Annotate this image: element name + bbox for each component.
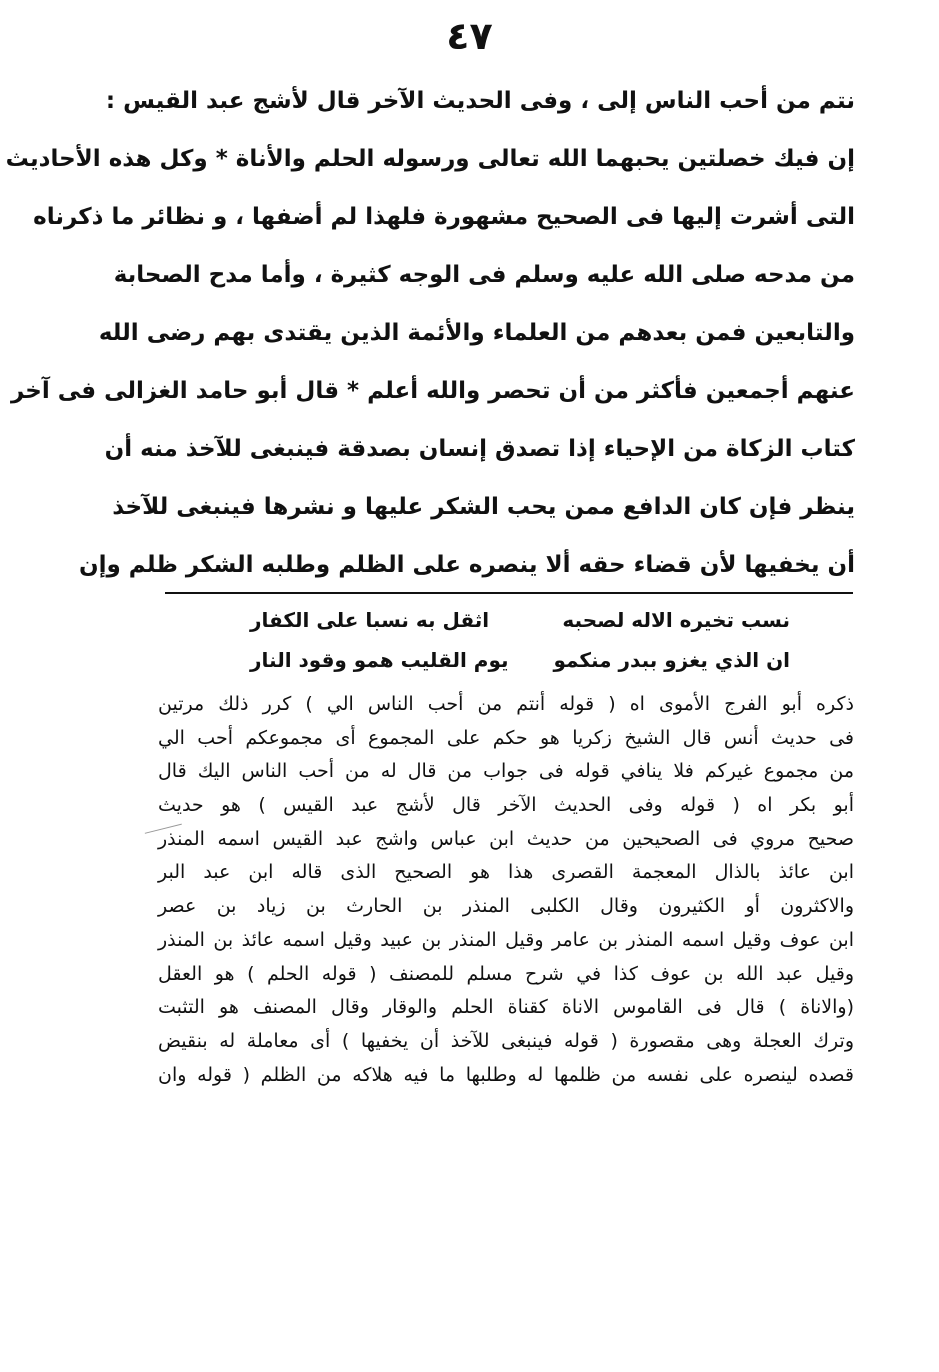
main-text-line: والتابعين فمن بعدهم من العلماء والأئمة الذين يقتدى بهم رضى الله bbox=[98, 320, 855, 346]
poem-verse bbox=[250, 640, 790, 680]
commentary-line: ابن عائذ بالذال المعجمة القصرى هذا هو الصحيح الذى قاله ابن عبد البر bbox=[158, 861, 854, 884]
page-number: ٤٧ bbox=[446, 14, 493, 58]
commentary-line: ابن عوف وقيل اسمه المنذر بن عامر وقيل المنذر بن عبيد وقيل اسمه عائذ بن المنذر bbox=[158, 928, 854, 951]
main-text-line: التى أشرت إليها فى الصحيح مشهورة فلهذا لم أضفها ، و نظائر ما ذكرناه bbox=[33, 204, 855, 230]
commentary-line: قصده لينصره على نفسه من ظلمها له وطلبها ما فيه هلاكه من الظلم ( قوله وان bbox=[158, 1063, 854, 1086]
commentary-line: (والاناة ) قال فى القاموس الاناة كقناة الحلم والوقار وقال المصنف هو التثبت bbox=[158, 996, 854, 1019]
poem-hemistich-second: يوم القليب همو وقود النار bbox=[250, 648, 509, 672]
commentary-line: فى حديث أنس قال الشيخ زكريا هو حكم على المجموع أى مجموعكم أحب الي bbox=[158, 726, 854, 749]
commentary-line: والاكثرون أو الكثيرون وقال الكلبى المنذر بن الحارث بن زياد بن عصر bbox=[158, 895, 854, 918]
poem-hemistich-first: نسب تخيره الاله لصحبه bbox=[562, 608, 790, 632]
main-text-line: نتم من أحب الناس إلى ، وفى الحديث الآخر قال لأشج عبد القيس : bbox=[105, 88, 855, 114]
poem-verse bbox=[250, 600, 790, 640]
poem-hemistich-first: ان الذي يغزو ببدر منكمو bbox=[553, 648, 790, 672]
main-text-line: ينظر فإن كان الدافع ممن يحب الشكر عليها و نشرها فينبغى للآخذ bbox=[112, 494, 855, 520]
footnote-separator bbox=[165, 592, 853, 594]
commentary-line: أبو بكر اه ( قوله وفى الحديث الآخر قال لأشج عبد القيس ) هو حديث bbox=[158, 794, 854, 817]
main-text-line: عنهم أجمعين فأكثر من أن تحصر والله أعلم * قال أبو حامد الغزالى فى آخر bbox=[10, 378, 855, 404]
commentary-line: وترك العجلة وهى مقصورة ( قوله فينبغى للآخذ أن يخفيها ) أى معاملة له بنقيض bbox=[158, 1029, 854, 1052]
poem-block bbox=[250, 600, 790, 680]
main-text-line: أن يخفيها لأن قضاء حقه ألا ينصره على الظلم وطلبه الشكر ظلم وإن bbox=[78, 552, 855, 578]
main-text-line: من مدحه صلى الله عليه وسلم فى الوجه كثيرة ، وأما مدح الصحابة bbox=[113, 262, 855, 288]
commentary-line: ذكره أبو الفرج الأموى اه ( قوله أنتم من أحب الناس الي ) كرر ذلك مرتين bbox=[158, 693, 854, 715]
main-text-line: كتاب الزكاة من الإحياء إذا تصدق إنسان بصدقة فينبغى للآخذ منه أن bbox=[104, 436, 855, 462]
commentary-block bbox=[158, 688, 854, 1092]
main-text-line: إن فيك خصلتين يحبهما الله تعالى ورسوله الحلم والأناة * وكل هذه الأحاديث bbox=[5, 146, 855, 172]
poem-hemistich-second: اثقل به نسبا على الكفار bbox=[250, 608, 490, 632]
main-text-block bbox=[5, 72, 855, 594]
commentary-line: وقيل عبد الله بن عوف كذا في شرح مسلم للمصنف ( قوله الحلم ) هو العقل bbox=[158, 962, 854, 985]
commentary-line: من مجموع غيركم فلا ينافي قوله فى جواب من قال له من أحب الناس اليك قال bbox=[158, 760, 854, 783]
commentary-line: صحيح مروي فى الصحيحين من حديث ابن عباس واشج عبد القيس اسمه المنذر bbox=[158, 827, 854, 850]
